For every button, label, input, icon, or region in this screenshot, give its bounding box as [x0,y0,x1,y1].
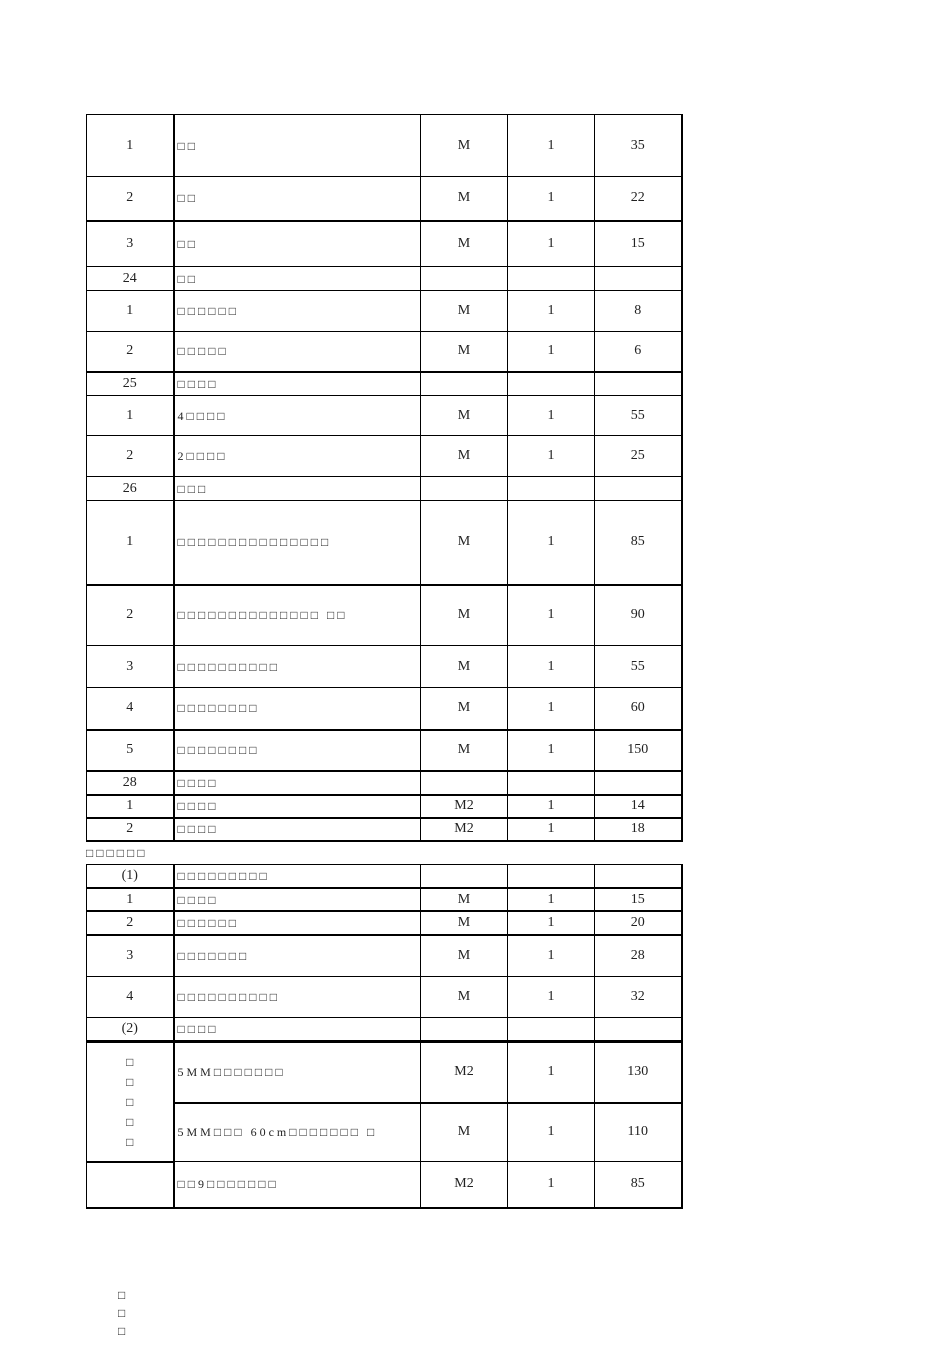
table-row [87,585,682,646]
item-quantity [508,1017,595,1041]
item-name: □□□□ [174,372,421,396]
vertical-char: □ [126,1094,134,1109]
footer-char: □ [118,1324,126,1338]
item-name: 5MM□□□ 60cm□□□□□□□ □ [174,1103,421,1162]
table-row [87,221,682,267]
item-name: 5MM□□□□□□□ [174,1043,421,1103]
item-quantity: 1 [508,585,595,646]
row-number: (1) [87,864,174,888]
table-row [87,935,682,976]
item-unit: M [421,115,508,177]
table-row [87,688,682,730]
table-row [87,291,682,332]
row-number: 3 [87,935,174,976]
table-row [87,332,682,372]
item-name: □□9□□□□□□□ [174,1162,421,1208]
row-number: 4 [87,688,174,730]
item-name: □□□□□□□□□□□□□□ □□ [174,585,421,646]
item-price [595,864,682,888]
table-row [87,501,682,585]
item-name: □□□□□□□□□□□□□□□ [174,501,421,585]
item-unit: M [421,911,508,935]
row-number: 3 [87,646,174,688]
item-unit: M [421,688,508,730]
item-unit: M [421,436,508,477]
row-number: 25 [87,372,174,396]
item-quantity [508,771,595,795]
row-number: 1 [87,795,174,818]
item-quantity: 1 [508,1043,595,1103]
item-unit [421,864,508,888]
table-row [87,730,682,771]
item-name: □□ [174,221,421,267]
item-quantity: 1 [508,1103,595,1162]
item-price: 55 [595,646,682,688]
table-row [87,771,682,795]
row-number: 1 [87,888,174,911]
table-row [87,1043,682,1103]
item-unit [421,771,508,795]
table-row [87,396,682,436]
item-name: □□□□□ [174,332,421,372]
section-note: □□□□□□ [86,845,148,860]
item-price: 150 [595,730,682,771]
item-quantity: 1 [508,177,595,221]
item-name: □□□□□□□□ [174,730,421,771]
item-price: 20 [595,911,682,935]
table-row [87,818,682,841]
footer-vertical-text [118,1286,125,1340]
vertical-char: □ [126,1074,134,1089]
item-unit: M [421,501,508,585]
item-quantity: 1 [508,730,595,771]
item-unit: M [421,646,508,688]
item-name: □□□□ [174,888,421,911]
item-quantity: 1 [508,332,595,372]
item-unit: M [421,332,508,372]
item-quantity [508,864,595,888]
table-row [87,976,682,1017]
footer-char: □ [118,1288,126,1302]
item-quantity [508,477,595,501]
item-price: 130 [595,1043,682,1103]
item-quantity: 1 [508,976,595,1017]
table-row [87,888,682,911]
item-price [595,477,682,501]
item-quantity: 1 [508,221,595,267]
item-price: 18 [595,818,682,841]
row-number: 28 [87,771,174,795]
item-price [595,771,682,795]
item-price: 110 [595,1103,682,1162]
row-number: (2) [87,1017,174,1041]
item-name: □□□□□□□ [174,935,421,976]
row-number: 5 [87,730,174,771]
item-quantity: 1 [508,911,595,935]
item-unit [421,267,508,291]
table-row [87,267,682,291]
item-price: 22 [595,177,682,221]
item-name: □□□□□□□□□□ [174,976,421,1017]
item-unit [421,477,508,501]
item-quantity: 1 [508,818,595,841]
price-table-top [86,114,683,842]
item-name: □□ [174,177,421,221]
empty-cell [87,1162,174,1208]
vertical-char: □ [126,1054,134,1069]
item-name: □□□□ [174,1017,421,1041]
item-price [595,1017,682,1041]
table-row [87,911,682,935]
item-unit: M [421,221,508,267]
footer-char: □ [118,1306,126,1320]
item-price: 55 [595,396,682,436]
item-unit: M [421,177,508,221]
row-number: 1 [87,396,174,436]
row-number: 2 [87,436,174,477]
item-quantity: 1 [508,1162,595,1208]
item-quantity: 1 [508,935,595,976]
item-quantity: 1 [508,795,595,818]
row-number: 1 [87,115,174,177]
item-price: 32 [595,976,682,1017]
row-number: 2 [87,177,174,221]
item-name: □□□□ [174,771,421,795]
row-number: 1 [87,501,174,585]
item-quantity [508,372,595,396]
item-price: 85 [595,501,682,585]
item-price [595,267,682,291]
item-name: □□□□ [174,818,421,841]
row-number: 2 [87,911,174,935]
item-unit [421,372,508,396]
item-unit: M [421,585,508,646]
item-price: 15 [595,888,682,911]
item-quantity [508,267,595,291]
item-quantity: 1 [508,688,595,730]
item-quantity: 1 [508,888,595,911]
item-price: 8 [595,291,682,332]
row-number: 24 [87,267,174,291]
item-price: 28 [595,935,682,976]
item-name: □□□ [174,477,421,501]
item-quantity: 1 [508,291,595,332]
table-row [87,1103,682,1162]
item-unit: M [421,888,508,911]
table-row [87,477,682,501]
item-name: □□□□□□ [174,291,421,332]
item-name: □□ [174,267,421,291]
item-unit: M [421,1103,508,1162]
item-name: □□□□□□□□ [174,688,421,730]
item-unit: M [421,976,508,1017]
vertical-label [87,1043,174,1162]
row-number: 3 [87,221,174,267]
row-number: 4 [87,976,174,1017]
item-name: 2□□□□ [174,436,421,477]
item-unit: M2 [421,818,508,841]
vertical-char: □ [126,1134,134,1149]
item-price: 35 [595,115,682,177]
item-price: 90 [595,585,682,646]
item-quantity: 1 [508,646,595,688]
table-row [87,795,682,818]
item-name: □□□□ [174,795,421,818]
item-unit: M [421,935,508,976]
item-unit: M2 [421,1043,508,1103]
item-unit [421,1017,508,1041]
item-unit: M2 [421,1162,508,1208]
price-sheet [86,114,681,1209]
table-row [87,115,682,177]
item-name: 4□□□□ [174,396,421,436]
item-unit: M [421,396,508,436]
item-name: □□□□□□□□□ [174,864,421,888]
row-number: 26 [87,477,174,501]
item-quantity: 1 [508,115,595,177]
vertical-char: □ [126,1114,134,1129]
item-price: 6 [595,332,682,372]
item-quantity: 1 [508,436,595,477]
item-unit: M2 [421,795,508,818]
item-price: 60 [595,688,682,730]
item-quantity: 1 [508,396,595,436]
item-name: □□□□□□ [174,911,421,935]
price-table-middle [86,864,683,1043]
item-name: □□□□□□□□□□ [174,646,421,688]
table-row [87,436,682,477]
item-quantity: 1 [508,501,595,585]
table-row [87,646,682,688]
table-row [87,1162,682,1208]
row-number: 2 [87,332,174,372]
item-price: 15 [595,221,682,267]
table-row [87,177,682,221]
item-price: 85 [595,1162,682,1208]
table-row [87,864,682,888]
item-unit: M [421,291,508,332]
row-number: 2 [87,818,174,841]
table-row [87,372,682,396]
price-table-bottom [86,1042,683,1209]
item-price [595,372,682,396]
table-row [87,1017,682,1041]
item-unit: M [421,730,508,771]
item-name: □□ [174,115,421,177]
item-price: 25 [595,436,682,477]
row-number: 2 [87,585,174,646]
row-number: 1 [87,291,174,332]
item-price: 14 [595,795,682,818]
